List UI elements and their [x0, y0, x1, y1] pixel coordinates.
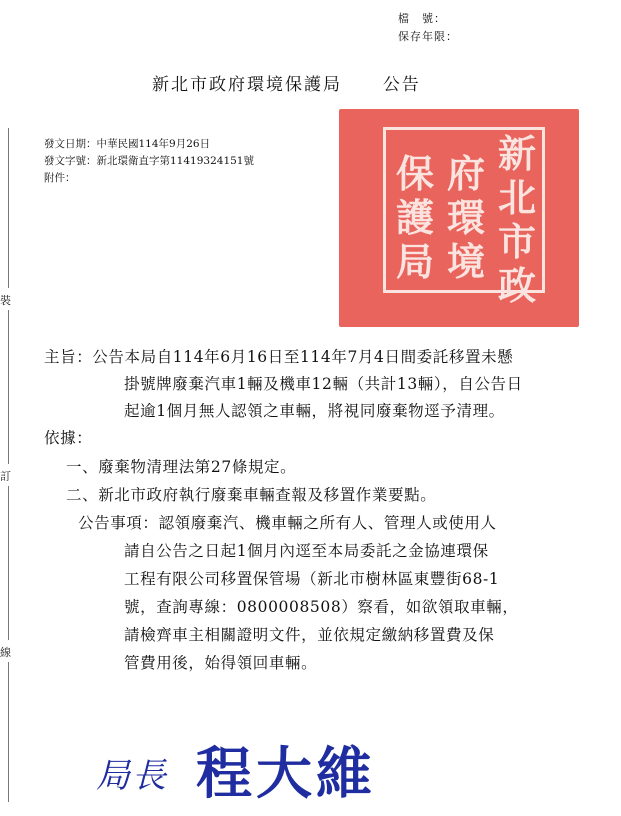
seal-char: 環: [446, 195, 485, 240]
notice-line-4: 號，查詢專線：0800008508）察看，如欲領取車輛，: [124, 598, 519, 616]
seal-char: 護: [395, 195, 434, 240]
binding-line: [8, 310, 9, 464]
director-signature: 程大維: [196, 741, 376, 807]
archive-info: [398, 10, 458, 46]
notice-line-2: 請自公告之日起1個月內逕至本局委託之金協連環保: [124, 542, 489, 560]
binding-mark-ding: 訂: [0, 470, 11, 483]
notice-line-1: 公告事項：認領廢棄汽、機車輛之所有人、管理人或使用人: [78, 514, 497, 532]
binding-line: [8, 486, 9, 640]
binding-line: [8, 662, 9, 802]
signature-title: 局長: [96, 756, 168, 796]
seal-frame: [383, 127, 545, 308]
seal-char: 府: [446, 151, 485, 196]
issue-metadata: [44, 136, 254, 187]
notice-line-6: 管費用後，始得領回車輛。: [124, 654, 318, 672]
seal-char: 保: [395, 151, 434, 196]
basis-item-2: 二、新北市政府執行廢棄車輛查報及移置作業要點。: [66, 486, 437, 504]
basis-label: 依據：: [44, 429, 93, 447]
seal-column-middle: [441, 152, 491, 282]
seal-char: 新: [497, 131, 536, 176]
seal-char: 市: [497, 219, 536, 264]
seal-char: 局: [395, 239, 434, 284]
subject-line-1: 主旨：公告本局自114年6月16日至114年7月4日間委託移置未懸: [44, 348, 514, 366]
seal-char: 政: [497, 263, 536, 308]
notice-line-5: 請檢齊車主相關證明文件，並依規定繳納移置費及保: [124, 626, 495, 644]
binding-line: [8, 128, 9, 288]
retention-period-label: 保存年限：: [398, 30, 458, 43]
document-title: [152, 70, 421, 95]
agency-name: 新北市政府環境保護局: [152, 75, 342, 95]
file-number-label: 檔 號：: [398, 12, 446, 25]
official-seal: [339, 109, 579, 327]
seal-column-left: [390, 152, 440, 282]
subject-line-3: 起逾1個月無人認領之車輛，將視同廢棄物逕予清理。: [124, 402, 505, 420]
issue-number: 發文字號：新北環衛直字第11419324151號: [44, 155, 254, 167]
basis-item-1: 一、廢棄物清理法第27條規定。: [66, 458, 297, 476]
issue-date: 發文日期：中華民國114年9月26日: [44, 138, 211, 150]
subject-line-2: 掛號牌廢棄汽車1輛及機車12輛（共計13輛），自公告日: [124, 375, 523, 393]
seal-column-right: [492, 131, 542, 308]
binding-mark-xian: 線: [0, 646, 11, 659]
binding-mark-zhuang: 裝: [0, 294, 11, 307]
seal-char: 境: [446, 239, 485, 284]
attachment-label: 附件：: [44, 172, 76, 184]
notice-line-3: 工程有限公司移置保管場（新北市樹林區東豐街68-1: [124, 570, 500, 588]
document-type: 公告: [382, 75, 421, 95]
seal-char: 北: [497, 175, 536, 220]
